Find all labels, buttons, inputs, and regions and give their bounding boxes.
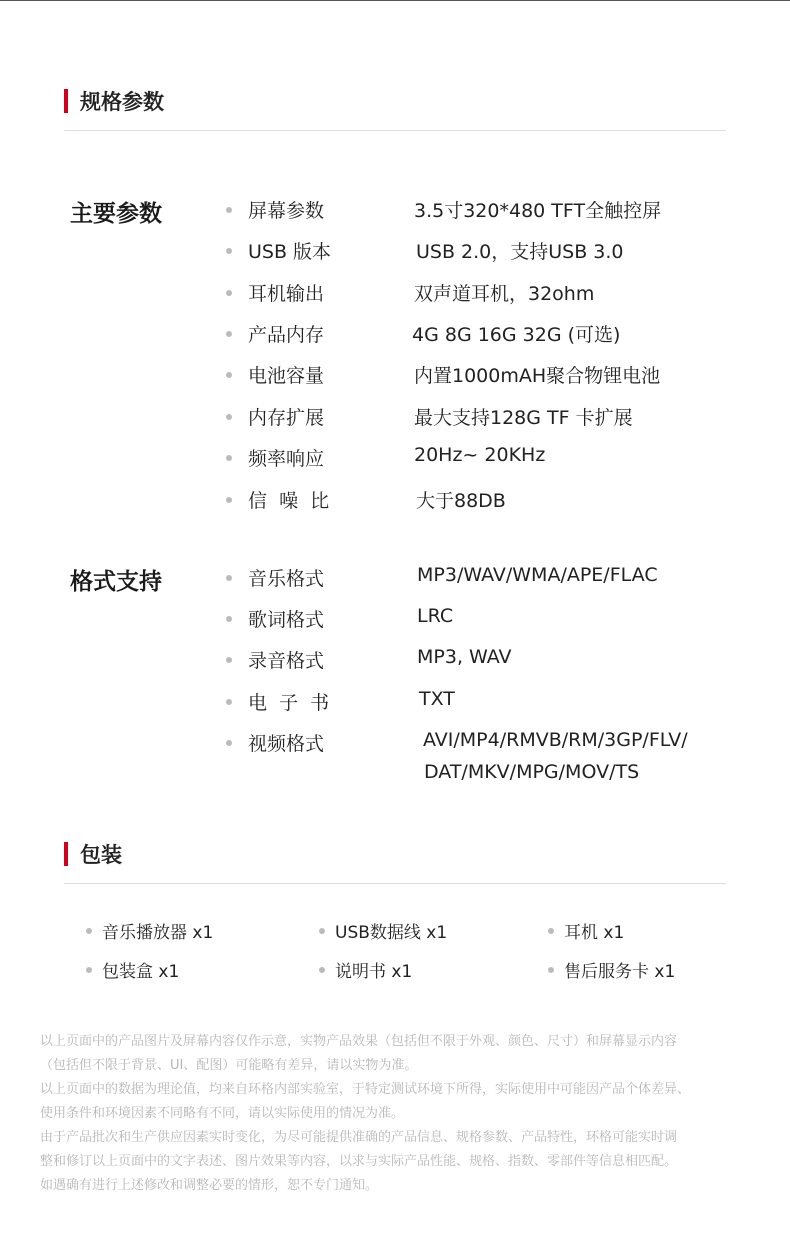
- format-label: 录音格式: [248, 650, 325, 672]
- bullet-icon: [226, 575, 232, 581]
- spec-value: USB 2.0，支持USB 3.0: [416, 241, 624, 263]
- format-label: 视频格式: [248, 733, 325, 755]
- package-item-label: 包装盒 x1: [102, 962, 180, 982]
- spec-value: 3.5寸320*480 TFT全触控屏: [414, 200, 662, 222]
- package-item-label: 售后服务卡 x1: [564, 962, 676, 982]
- bullet-icon: [319, 928, 325, 934]
- top-border: [0, 0, 790, 1]
- format-value-continued: DAT/MKV/MPG/MOV/TS: [424, 761, 640, 783]
- spec-value: 大于88DB: [416, 490, 506, 512]
- divider: [64, 130, 726, 131]
- bullet-icon: [226, 455, 232, 461]
- accent-bar: [64, 89, 68, 113]
- package-item-label: 说明书 x1: [335, 962, 413, 982]
- format-value: LRC: [417, 605, 454, 627]
- bullet-icon: [226, 497, 232, 503]
- disclaimer-line: 使用条件和环境因素不同略有不同，请以实际使用的情况为准。: [40, 1106, 405, 1121]
- package-item: [548, 957, 675, 982]
- bullet-icon: [226, 248, 232, 254]
- bullet-icon: [226, 699, 232, 705]
- disclaimer-line: 如遇确有进行上述修改和调整必要的情形，恕不专门通知。: [40, 1178, 379, 1193]
- package-item: [319, 918, 447, 943]
- spec-label: 信 噪 比: [248, 490, 330, 512]
- packaging-section-header: [64, 839, 122, 869]
- format-value: MP3, WAV: [417, 646, 512, 668]
- bullet-icon: [226, 616, 232, 622]
- bullet-icon: [226, 657, 232, 663]
- spec-value: 20Hz~ 20KHz: [414, 444, 546, 466]
- format-value: AVI/MP4/RMVB/RM/3GP/FLV/: [423, 729, 688, 751]
- accent-bar: [64, 842, 68, 866]
- format-value: MP3/WAV/WMA/APE/FLAC: [417, 564, 658, 586]
- package-item-label: 耳机 x1: [564, 923, 625, 943]
- bullet-icon: [226, 290, 232, 296]
- bullet-icon: [86, 928, 92, 934]
- bullet-icon: [548, 967, 554, 973]
- spec-value: 最大支持128G TF 卡扩展: [414, 407, 633, 429]
- format-label: 音乐格式: [248, 568, 325, 590]
- package-item: [548, 918, 624, 943]
- format-label: 电 子 书: [248, 692, 330, 714]
- spec-label: 电池容量: [248, 365, 325, 387]
- divider: [64, 883, 726, 884]
- format-value: TXT: [419, 688, 455, 710]
- disclaimer-line: （包括但不限于背景、UI、配图）可能略有差异，请以实物为准。: [40, 1058, 418, 1073]
- format-label: 歌词格式: [248, 609, 325, 631]
- spec-label: 屏幕参数: [248, 200, 325, 222]
- disclaimer-line: 由于产品批次和生产供应因素实时变化，为尽可能提供准确的产品信息、规格参数、产品特性，环格可能实时调: [40, 1130, 678, 1145]
- main-params-label: 主要参数: [70, 201, 162, 227]
- spec-value: 双声道耳机，32ohm: [414, 283, 595, 305]
- package-item: [86, 918, 213, 943]
- disclaimer: [40, 1030, 760, 1198]
- bullet-icon: [226, 331, 232, 337]
- spec-label: 内存扩展: [248, 407, 325, 429]
- spec-value: 内置1000mAH聚合物锂电池: [414, 365, 661, 387]
- disclaimer-line: 整和修订以上页面中的文字表述、图片效果等内容，以求与实际产品性能、规格、指数、零部件等信息相匹配。: [40, 1154, 678, 1169]
- bullet-icon: [226, 414, 232, 420]
- package-item: [319, 957, 412, 982]
- specs-section-header: [64, 86, 164, 116]
- spec-label: 产品内存: [248, 324, 325, 346]
- bullet-icon: [226, 740, 232, 746]
- package-item-label: 音乐播放器 x1: [102, 923, 214, 943]
- spec-label: 耳机输出: [248, 283, 325, 305]
- disclaimer-line: 以上页面中的产品图片及屏幕内容仅作示意，实物产品效果（包括但不限于外观、颜色、尺寸）和屏幕显示内容: [40, 1034, 678, 1049]
- package-item-label: USB数据线 x1: [335, 923, 448, 943]
- format-support-label: 格式支持: [70, 569, 162, 595]
- disclaimer-line: 以上页面中的数据为理论值，均来自环格内部实验室，于特定测试环境下所得，实际使用中可能因产品个体差异、: [40, 1082, 691, 1097]
- spec-value: 4G 8G 16G 32G (可选): [412, 324, 621, 346]
- bullet-icon: [86, 967, 92, 973]
- package-item: [86, 957, 179, 982]
- bullet-icon: [548, 928, 554, 934]
- packaging-section-title: 包装: [80, 843, 122, 867]
- bullet-icon: [226, 207, 232, 213]
- spec-label: 频率响应: [248, 448, 325, 470]
- specs-section-title: 规格参数: [80, 90, 164, 114]
- bullet-icon: [226, 372, 232, 378]
- bullet-icon: [319, 967, 325, 973]
- spec-label: USB 版本: [248, 241, 332, 263]
